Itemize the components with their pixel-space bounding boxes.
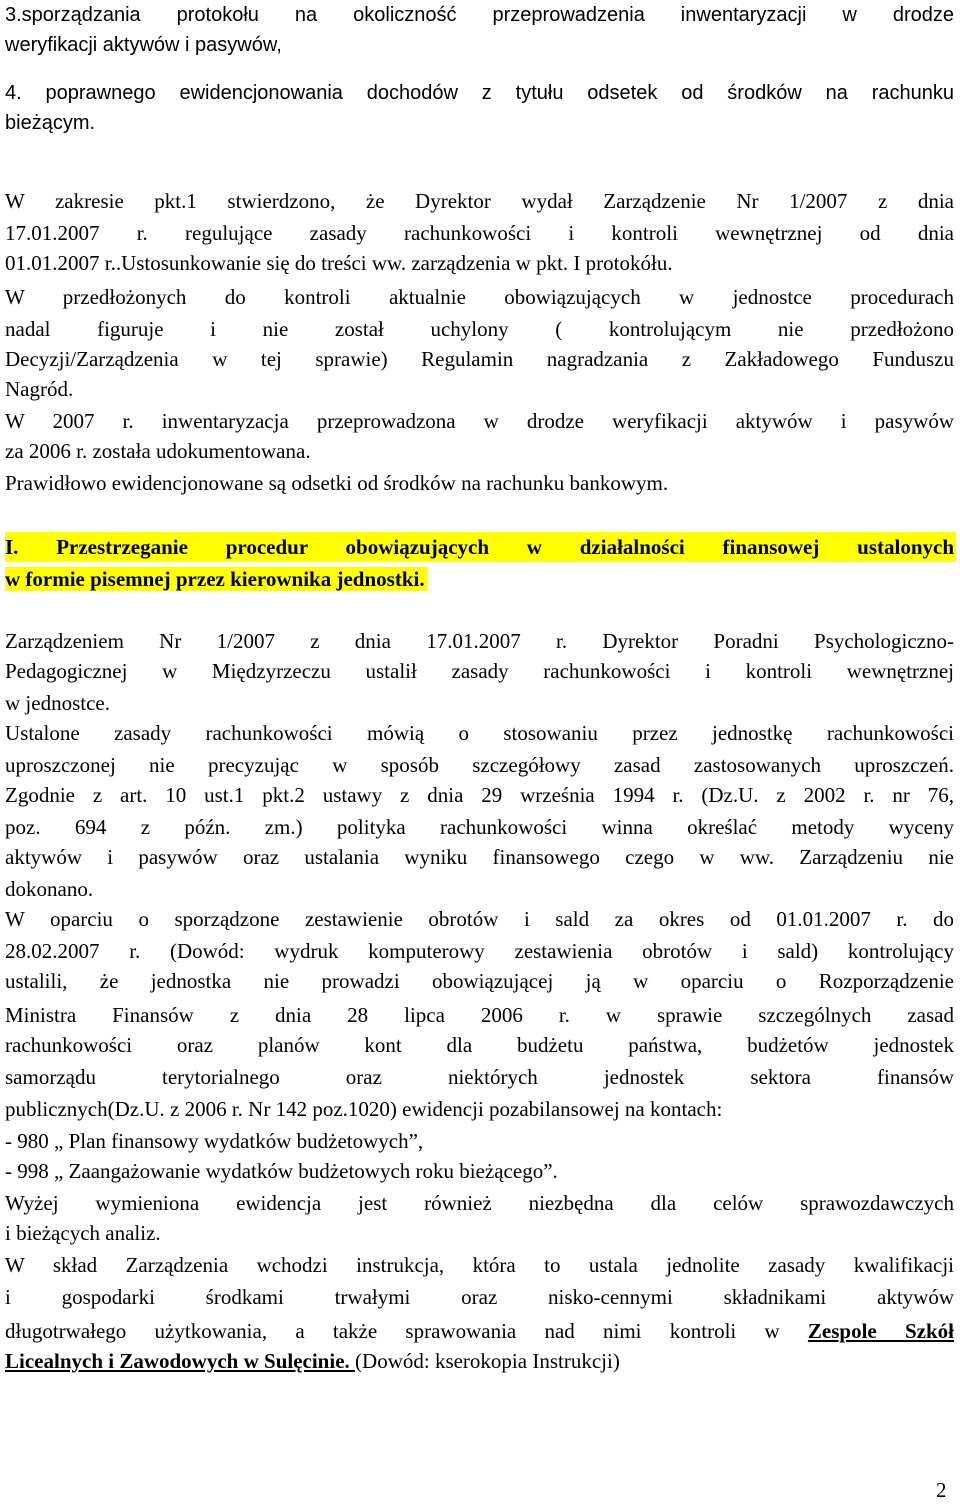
- text-line: uproszczonej nie precyzując w sposób szczegółowy zasad zastosowanych uproszczeń.: [5, 753, 954, 777]
- text-line: 4. poprawnego ewidencjonowania dochodów z tytułu odsetek od środków na rachunku: [5, 82, 954, 104]
- text-line: Ministra Finansów z dnia 28 lipca 2006 r. w sprawie szczególnych zasad: [5, 1003, 954, 1027]
- underlined-school-name: Zespole Szkół: [807, 1319, 954, 1343]
- text-line: Pedagogicznej w Międzyrzeczu ustalił zasady rachunkowości i kontroli wewnętrznej: [5, 659, 954, 683]
- text-line: w jednostce.: [5, 691, 110, 715]
- text-line: nadal figuruje i nie został uchylony ( kontrolującym nie przedłożono: [5, 317, 954, 341]
- highlighted-heading: w formie pisemnej przez kierownika jednostki.: [5, 567, 425, 591]
- page-number: 2: [936, 1478, 947, 1502]
- text-line: Wyżej wymieniona ewidencja jest również niezbędna dla celów sprawozdawczych: [5, 1191, 954, 1215]
- text-line: W skład Zarządzenia wchodzi instrukcja, która to ustala jednolite zasady kwalifikacji: [5, 1253, 954, 1277]
- text-line: W przedłożonych do kontroli aktualnie obowiązujących w jednostce procedurach: [5, 285, 954, 309]
- text-line: i bieżących analiz.: [5, 1221, 161, 1245]
- text-line: rachunkowości oraz planów kont dla budżetu państwa, budżetów jednostek: [5, 1033, 954, 1057]
- text-span: (Dowód: kserokopia Instrukcji): [355, 1349, 620, 1373]
- text-line: Zarządzeniem Nr 1/2007 z dnia 17.01.2007 r. Dyrektor Poradni Psychologiczno-: [5, 629, 954, 653]
- text-line: Zgodnie z art. 10 ust.1 pkt.2 ustawy z dnia 29 września 1994 r. (Dz.U. z 2002 r. nr 76,: [5, 783, 954, 807]
- text-line: [5, 1346, 620, 1376]
- text-line: [5, 532, 954, 562]
- text-line: samorządu terytorialnego oraz niektórych jednostek sektora finansów: [5, 1065, 954, 1089]
- text-line: - 980 „ Plan finansowy wydatków budżetowych”,: [5, 1129, 424, 1153]
- highlighted-heading: I. Przestrzeganie procedur obowiązujących w działalności finansowej ustalonych: [5, 532, 956, 562]
- text-line: 17.01.2007 r. regulujące zasady rachunkowości i kontroli wewnętrznej od dnia: [5, 221, 954, 245]
- text-line: ustalili, że jednostka nie prowadzi obowiązującej ją w oparciu o Rozporządzenie: [5, 969, 954, 993]
- text-line: Ustalone zasady rachunkowości mówią o stosowaniu przez jednostkę rachunkowości: [5, 721, 954, 745]
- text-line: W zakresie pkt.1 stwierdzono, że Dyrektor wydał Zarządzenie Nr 1/2007 z dnia: [5, 189, 954, 213]
- text-line: poz. 694 z późn. zm.) polityka rachunkowości winna określać metody wyceny: [5, 815, 954, 839]
- text-line: weryfikacji aktywów i pasywów,: [5, 34, 282, 56]
- text-line: W 2007 r. inwentaryzacja przeprowadzona w drodze weryfikacji aktywów i pasywów: [5, 409, 954, 433]
- text-line: aktywów i pasywów oraz ustalania wyniku finansowego czego w ww. Zarządzeniu nie: [5, 845, 954, 869]
- text-line: - 998 „ Zaangażowanie wydatków budżetowych roku bieżącego”.: [5, 1159, 558, 1183]
- text-line: bieżącym.: [5, 112, 96, 134]
- text-line: Decyzji/Zarządzenia w tej sprawie) Regulamin nagradzania z Zakładowego Funduszu: [5, 347, 954, 371]
- text-line: i gospodarki środkami trwałymi oraz nisko-cennymi składnikami aktywów: [5, 1285, 954, 1309]
- text-line: W oparciu o sporządzone zestawienie obrotów i sald za okres od 01.01.2007 r. do: [5, 907, 954, 931]
- text-line: [5, 564, 427, 594]
- text-line: Prawidłowo ewidencjonowane są odsetki od środków na rachunku bankowym.: [5, 471, 669, 495]
- text-span: długotrwałego użytkowania, a także sprawowania nad nimi kontroli w: [5, 1319, 808, 1343]
- text-line: 01.01.2007 r..Ustosunkowanie się do treści ww. zarządzenia w pkt. I protokółu.: [5, 251, 673, 275]
- text-line: [5, 1316, 954, 1346]
- text-line: za 2006 r. została udokumentowana.: [5, 439, 311, 463]
- text-line: 28.02.2007 r. (Dowód: wydruk komputerowy zestawienia obrotów i sald) kontrolujący: [5, 939, 954, 963]
- text-line: dokonano.: [5, 877, 94, 901]
- text-line: Nagród.: [5, 377, 74, 401]
- underlined-school-name: Licealnych i Zawodowych w Sulęcinie.: [5, 1349, 356, 1373]
- text-line: publicznych(Dz.U. z 2006 r. Nr 142 poz.1020) ewidencji pozabilansowej na kontach:: [5, 1097, 723, 1121]
- text-line: 3.sporządzania protokołu na okoliczność przeprowadzenia inwentaryzacji w drodze: [5, 4, 954, 26]
